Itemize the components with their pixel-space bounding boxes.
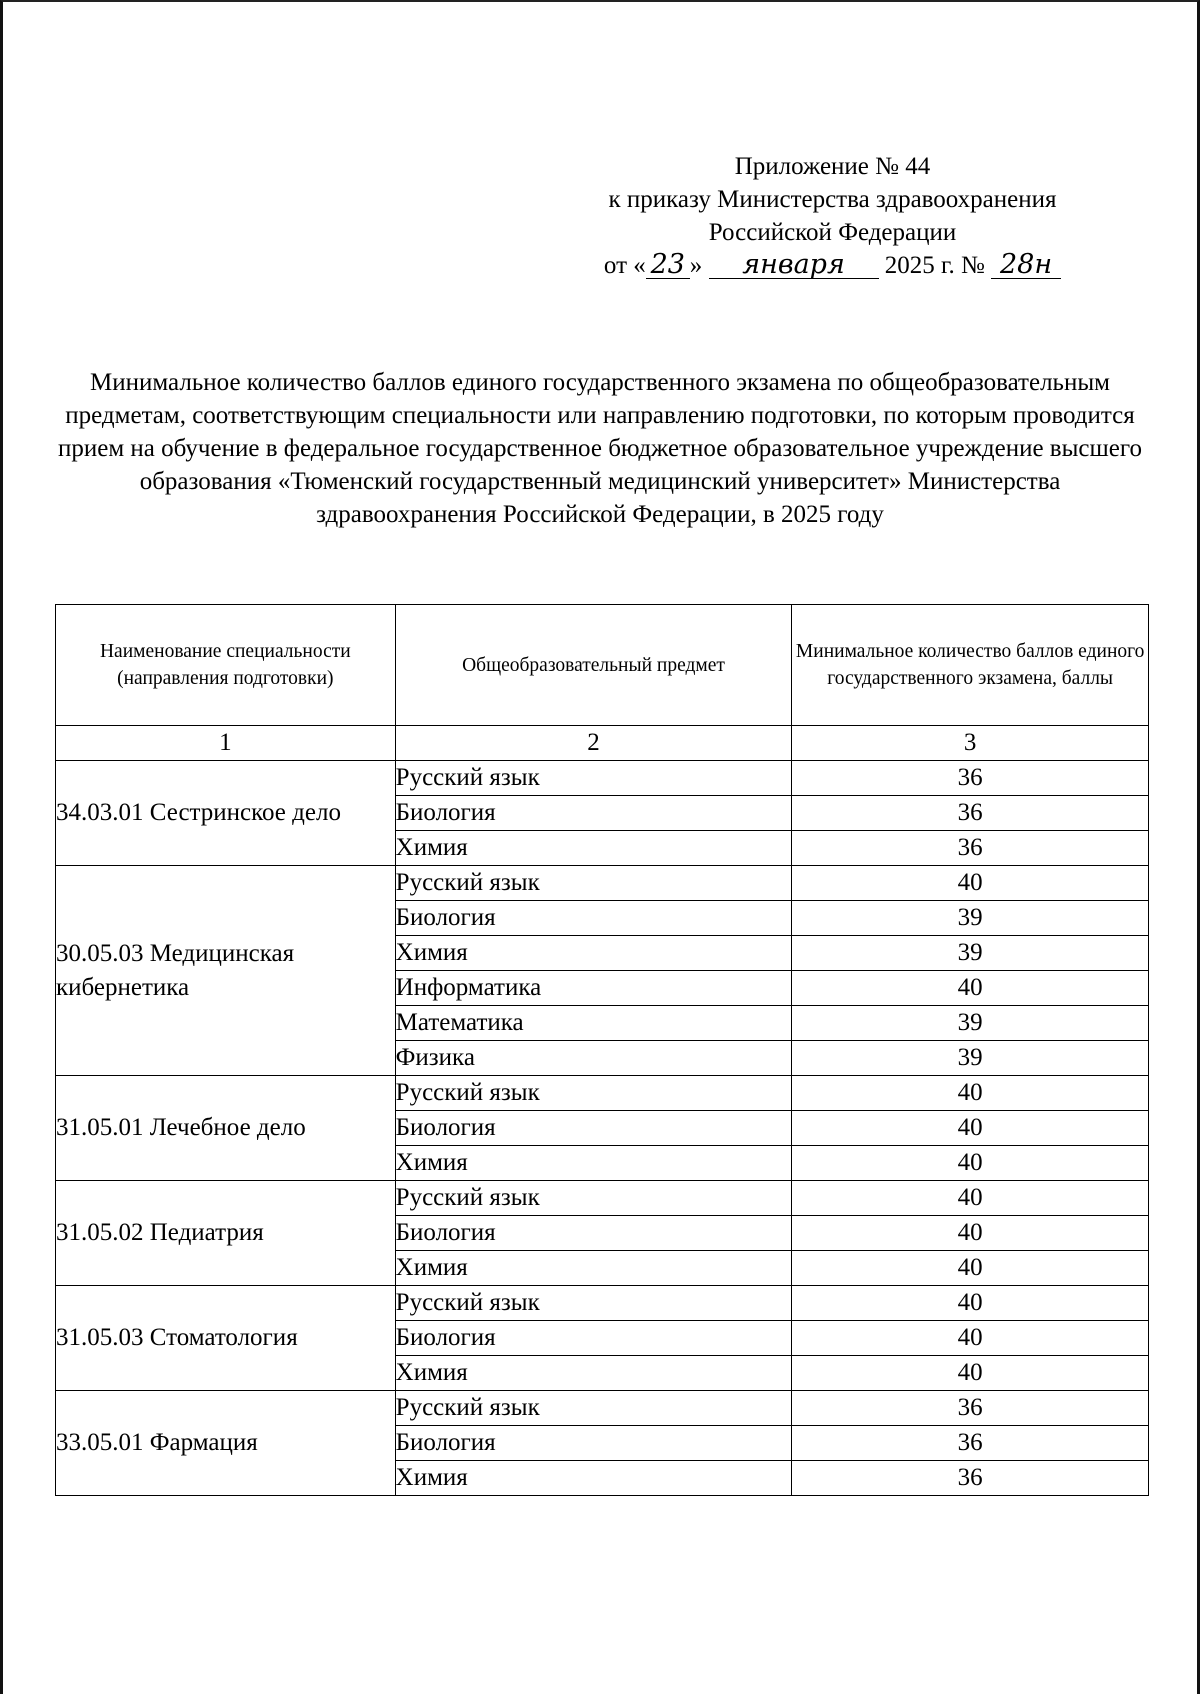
- subject-cell: Биология: [395, 901, 792, 936]
- score-cell: 36: [792, 1391, 1149, 1426]
- table-row: [56, 1286, 1149, 1321]
- score-cell: 36: [792, 831, 1149, 866]
- score-cell: 36: [792, 1461, 1149, 1496]
- subject-cell: Биология: [395, 1111, 792, 1146]
- score-cell: 40: [792, 1181, 1149, 1216]
- score-cell: 40: [792, 1076, 1149, 1111]
- header-subject: Общеобразовательный предмет: [395, 605, 792, 726]
- subject-cell: Химия: [395, 1356, 792, 1391]
- specialty-cell: 31.05.01 Лечебное дело: [56, 1076, 396, 1181]
- subject-cell: Биология: [395, 1216, 792, 1251]
- order-quote-close: »: [689, 252, 703, 279]
- header-min-score: Минимальное количество баллов единого государственного экзамена, баллы: [792, 605, 1149, 726]
- scores-table: [55, 604, 1149, 1496]
- subject-cell: Химия: [395, 1461, 792, 1496]
- column-number: 1: [56, 726, 396, 761]
- specialty-cell: 31.05.02 Педиатрия: [56, 1181, 396, 1286]
- subject-cell: Русский язык: [395, 1076, 792, 1111]
- annex-block: [560, 150, 1105, 282]
- table-row: [56, 866, 1149, 901]
- subject-cell: Химия: [395, 1146, 792, 1181]
- score-cell: 39: [792, 901, 1149, 936]
- header-specialty: Наименование специальности (направления подготовки): [56, 605, 396, 726]
- order-year: 2025 г. №: [884, 252, 985, 279]
- column-number-row: [56, 726, 1149, 761]
- specialty-cell: 34.03.01 Сестринское дело: [56, 761, 396, 866]
- score-cell: 40: [792, 1216, 1149, 1251]
- annex-ministry: Российской Федерации: [708, 219, 957, 246]
- subject-cell: Математика: [395, 1006, 792, 1041]
- subject-cell: Биология: [395, 796, 792, 831]
- score-cell: 36: [792, 796, 1149, 831]
- specialty-cell: 31.05.03 Стоматология: [56, 1286, 396, 1391]
- score-cell: 39: [792, 1041, 1149, 1076]
- score-cell: 40: [792, 866, 1149, 901]
- annex-order-ref: к приказу Министерства здравоохранения: [608, 186, 1057, 213]
- score-cell: 40: [792, 1321, 1149, 1356]
- document-title: Минимальное количество баллов единого государственного экзамена по общеобразовательным предметам, соответствующим специальности или направлению подготовки, по которым проводится прием на обучение в федеральное государственное бюджетное образовательное учреждение высшего образования «Тюменский государственный медицинский университет» Министерства здравоохранения Российской Федерации, в 2025 году: [58, 369, 1142, 528]
- column-number: 3: [792, 726, 1149, 761]
- order-prefix: от «: [603, 252, 646, 279]
- subject-cell: Информатика: [395, 971, 792, 1006]
- table-row: [56, 1076, 1149, 1111]
- subject-cell: Химия: [395, 1251, 792, 1286]
- score-cell: 40: [792, 1111, 1149, 1146]
- table-row: [56, 1391, 1149, 1426]
- subject-cell: Биология: [395, 1426, 792, 1461]
- score-cell: 40: [792, 1356, 1149, 1391]
- score-cell: 39: [792, 936, 1149, 971]
- table-row: [56, 1181, 1149, 1216]
- subject-cell: Русский язык: [395, 1391, 792, 1426]
- subject-cell: Русский язык: [395, 866, 792, 901]
- subject-cell: Химия: [395, 936, 792, 971]
- score-cell: 40: [792, 1286, 1149, 1321]
- score-cell: 36: [792, 1426, 1149, 1461]
- handwritten-order-number: 28н: [991, 252, 1061, 279]
- subject-cell: Химия: [395, 831, 792, 866]
- subject-cell: Русский язык: [395, 1181, 792, 1216]
- score-cell: 39: [792, 1006, 1149, 1041]
- handwritten-month: января: [709, 252, 879, 279]
- score-cell: 40: [792, 971, 1149, 1006]
- specialty-cell: 33.05.01 Фармация: [56, 1391, 396, 1496]
- specialty-cell: 30.05.03 Медицинская кибернетика: [56, 866, 396, 1076]
- column-number: 2: [395, 726, 792, 761]
- score-cell: 36: [792, 761, 1149, 796]
- subject-cell: Русский язык: [395, 761, 792, 796]
- annex-number: Приложение № 44: [734, 153, 931, 180]
- subject-cell: Биология: [395, 1321, 792, 1356]
- order-date-line: [560, 249, 1105, 282]
- score-cell: 40: [792, 1146, 1149, 1181]
- handwritten-day: 23: [646, 252, 690, 279]
- subject-cell: Русский язык: [395, 1286, 792, 1321]
- table-header-row: [56, 605, 1149, 726]
- table-row: [56, 761, 1149, 796]
- subject-cell: Физика: [395, 1041, 792, 1076]
- score-cell: 40: [792, 1251, 1149, 1286]
